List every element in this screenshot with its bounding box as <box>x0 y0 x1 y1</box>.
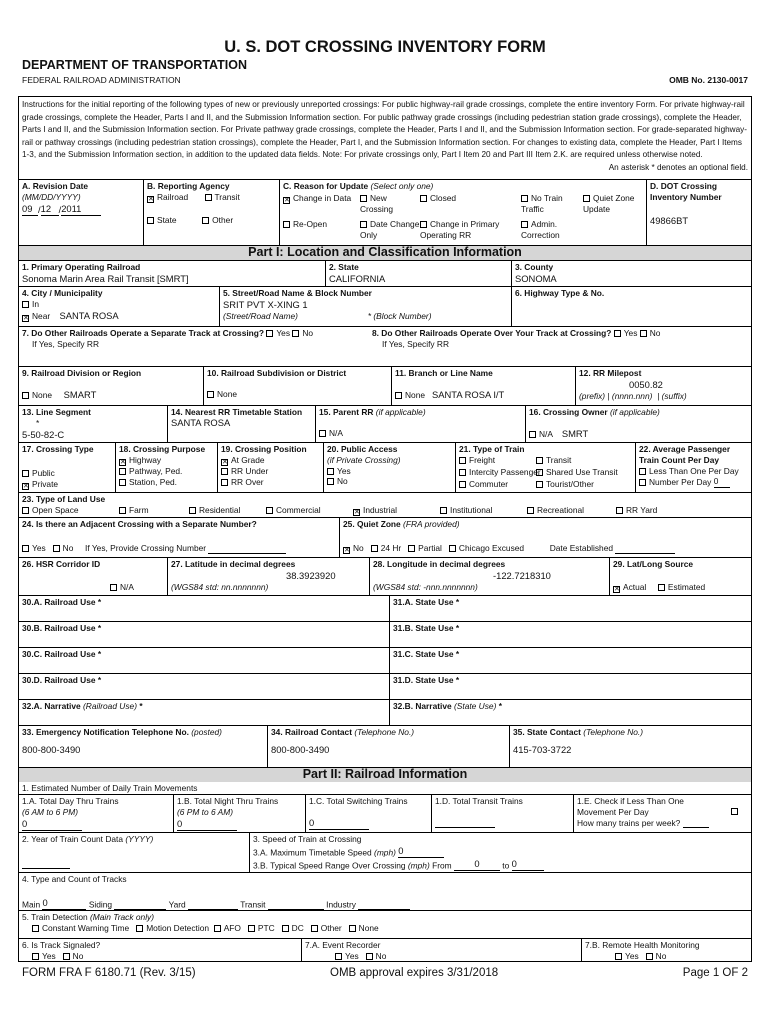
row-17-22 <box>19 442 751 492</box>
other-checkbox[interactable] <box>202 217 209 224</box>
type-of-train: 21. Type of Train Freight Intercity Passenger Commuter Transit Shared Use Transit Tourist/Other <box>455 443 635 492</box>
tourist-checkbox[interactable] <box>536 481 543 488</box>
night-thru-trains[interactable]: 1.B. Total Night Thru Trains (6 PM to 6 AM) 0 <box>173 795 305 832</box>
private-checkbox[interactable]: ✕ <box>23 482 29 490</box>
other-rr-over: 8. Do Other Railroads Operate Over Your Track at Crossing? Yes No If Yes, Specify RR <box>372 328 661 349</box>
crossing-purpose: 18. Crossing Purpose ✕ Highway Pathway, Ped. Station, Ped. <box>115 443 217 492</box>
page-number: Page 1 OF 2 <box>682 967 748 979</box>
year-count[interactable]: 2. Year of Train Count Data (YYYY) <box>19 833 249 872</box>
form-title: U. S. DOT CROSSING INVENTORY FORM <box>224 38 546 56</box>
railroad-contact[interactable]: 34. Railroad Contact (Telephone No.) 800-800-3490 <box>267 726 509 767</box>
state-use-a[interactable]: 31.A. State Use * <box>389 596 751 621</box>
motion-checkbox[interactable] <box>136 925 143 932</box>
track-count: 4. Type and Count of Tracks Main 0 Siding Yard Transit Industry <box>19 873 751 910</box>
signaled-no-checkbox[interactable] <box>63 953 70 960</box>
access-yes-checkbox[interactable] <box>327 468 334 475</box>
commercial-checkbox[interactable] <box>266 507 273 514</box>
open-space-checkbox[interactable] <box>22 507 29 514</box>
speed-from[interactable]: 0 <box>454 858 500 871</box>
quiet-zone: 25. Quiet Zone (FRA provided) ✕ No 24 Hr Partial Chicago Excused Date Established <box>339 518 751 557</box>
intercity-checkbox[interactable] <box>459 469 466 476</box>
row-32 <box>19 699 751 725</box>
narrative-railroad[interactable]: 32.A. Narrative (Railroad Use) * <box>22 701 143 711</box>
state-contact[interactable]: 35. State Contact (Telephone No.) 415-703-3722 <box>509 726 751 767</box>
closed-checkbox[interactable] <box>420 195 427 202</box>
speed-to[interactable]: 0 <box>512 858 544 871</box>
railroad-use-a[interactable]: 30.A. Railroad Use * <box>22 597 102 607</box>
pathway-checkbox[interactable] <box>119 468 126 475</box>
rr-yard-checkbox[interactable] <box>616 507 623 514</box>
omb-number: OMB No. 2130-0017 <box>669 75 748 85</box>
admin-correction-checkbox[interactable] <box>521 221 528 228</box>
state-use-d[interactable]: 31.D. State Use * <box>389 674 751 699</box>
row-9-12 <box>19 366 751 405</box>
branch-line[interactable]: 11. Branch or Line Name None SANTA ROSA I/T <box>391 367 575 405</box>
crossing-position: 19. Crossing Position ✕ At Grade RR Under RR Over <box>217 443 323 492</box>
rr-under-checkbox[interactable] <box>221 468 228 475</box>
q16-na-checkbox[interactable] <box>529 431 536 438</box>
shared-checkbox[interactable] <box>536 469 543 476</box>
railroad-use-b[interactable]: 30.B. Railroad Use * <box>22 623 102 633</box>
transit-train-checkbox[interactable] <box>536 457 543 464</box>
rr-over-checkbox[interactable] <box>221 479 228 486</box>
row-24-25 <box>19 517 751 557</box>
station-checkbox[interactable] <box>119 479 126 486</box>
row-1-3 <box>19 260 751 286</box>
department-name: DEPARTMENT OF TRANSPORTATION <box>22 58 247 72</box>
latlong-source: 29. Lat/Long Source ✕ Actual Estimated <box>609 558 751 595</box>
part1-header: Part I: Location and Classification Information <box>19 245 751 260</box>
commuter-checkbox[interactable] <box>459 481 466 488</box>
afo-checkbox[interactable] <box>214 925 221 932</box>
other-detect-checkbox[interactable] <box>311 925 318 932</box>
industrial-checkbox[interactable]: ✕ <box>354 509 360 516</box>
row-p2-5 <box>19 910 751 938</box>
less-one-checkbox[interactable] <box>639 468 646 475</box>
ptc-checkbox[interactable] <box>248 925 255 932</box>
reporting-agency: B. Reporting Agency ✕ Railroad Transit State Other <box>143 180 279 245</box>
none-detect-checkbox[interactable] <box>349 925 356 932</box>
crossing-owner[interactable]: 16. Crossing Owner (if applicable) N/A SMRT <box>525 406 751 442</box>
reason-for-update: C. Reason for Update (Select only one) ✕ Change in Data New Crossing Closed No Train Traffic Quiet Zone Update Re-Open Date Change Only Change in Primary Operating RR Admin. Correction <box>279 180 646 245</box>
new-crossing-checkbox[interactable] <box>360 195 367 202</box>
day-thru-trains[interactable]: 1.A. Total Day Thru Trains (6 AM to 6 PM) 0 <box>19 795 173 832</box>
row-p2-2-3 <box>19 832 751 872</box>
row-p2-4 <box>19 872 751 910</box>
railroad-use-d[interactable]: 30.D. Railroad Use * <box>22 675 102 685</box>
form-number: FORM FRA F 6180.71 (Rev. 3/15) <box>22 967 196 979</box>
row-7-8 <box>19 326 751 366</box>
actual-checkbox[interactable]: ✕ <box>614 585 620 593</box>
parent-rr[interactable]: 15. Parent RR (if applicable) N/A <box>315 406 525 442</box>
qz-24hr-checkbox[interactable] <box>371 545 378 552</box>
estimated-checkbox[interactable] <box>658 584 665 591</box>
row-p2-1a <box>19 794 751 832</box>
highway-type[interactable]: 6. Highway Type & No. <box>511 287 751 326</box>
subdivision[interactable]: 10. Railroad Subdivision or District None <box>203 367 391 405</box>
quiet-zone-update-checkbox[interactable] <box>583 195 590 202</box>
timetable-station[interactable]: 14. Nearest RR Timetable Station SANTA ROSA <box>167 406 315 442</box>
hsr-na-checkbox[interactable] <box>110 584 117 591</box>
row-26-29 <box>19 557 751 595</box>
qz-no-checkbox[interactable]: ✕ <box>344 546 350 554</box>
state-use-c[interactable]: 31.C. State Use * <box>389 648 751 673</box>
cwt-checkbox[interactable] <box>32 925 39 932</box>
state-checkbox[interactable] <box>147 217 154 224</box>
in-checkbox[interactable] <box>22 301 29 308</box>
transit-trains[interactable]: 1.D. Total Transit Trains <box>431 795 573 832</box>
date-change-checkbox[interactable] <box>360 221 367 228</box>
change-in-data-checkbox[interactable]: ✕ <box>284 197 290 204</box>
q24-no-checkbox[interactable] <box>53 545 60 552</box>
less-than-one[interactable]: 1.E. Check if Less Than One Movement Per Day How many trains per week? <box>573 795 751 832</box>
dc-checkbox[interactable] <box>282 925 289 932</box>
institutional-checkbox[interactable] <box>440 507 447 514</box>
public-access: 20. Public Access (if Private Crossing) Yes No <box>323 443 455 492</box>
omb-expiration: OMB approval expires 3/31/2018 <box>330 967 499 979</box>
train-detection: 5. Train Detection (Main Track only) Constant Warning Time Motion Detection AFO PTC DC Other None <box>22 912 379 933</box>
highway-checkbox[interactable]: ✕ <box>120 458 126 466</box>
city[interactable]: 4. City / Municipality In ✕ Near SANTA ROSA <box>22 288 119 322</box>
hsr-corridor[interactable]: 26. HSR Corridor ID N/A <box>22 559 134 592</box>
change-primary-checkbox[interactable] <box>420 221 427 228</box>
farm-checkbox[interactable] <box>119 507 126 514</box>
county[interactable]: 3. County SONOMA <box>511 261 751 286</box>
row-30a <box>19 595 751 621</box>
part2-header: Part II: Railroad Information <box>19 767 751 782</box>
row-23 <box>19 492 751 517</box>
division-region[interactable]: 9. Railroad Division or Region None SMART <box>22 368 142 400</box>
q24-yes-checkbox[interactable] <box>22 545 29 552</box>
row-13-16 <box>19 405 751 442</box>
row-30b <box>19 621 751 647</box>
crossing-type: 17. Crossing Type Public ✕ Private <box>22 444 94 490</box>
adjacent-crossing: 24. Is there an Adjacent Crossing with a Separate Number? Yes No If Yes, Provide Crossing Number <box>19 518 339 557</box>
primary-railroad[interactable]: 1. Primary Operating Railroad Sonoma Marin Area Rail Transit [SMRT] <box>22 262 189 284</box>
state-use-b[interactable]: 31.B. State Use * <box>389 622 751 647</box>
row-p2-1 <box>19 782 751 794</box>
remote-monitoring: 7.B. Remote Health Monitoring Yes No <box>581 939 751 962</box>
no-train-traffic-checkbox[interactable] <box>521 195 528 202</box>
less-than-one-checkbox[interactable] <box>731 808 738 815</box>
railroad-use-c[interactable]: 30.C. Railroad Use * <box>22 649 102 659</box>
max-speed[interactable]: 0 <box>398 845 444 858</box>
q7-yes-checkbox[interactable] <box>266 330 273 337</box>
q7-no-checkbox[interactable] <box>292 330 299 337</box>
emergency-phone[interactable]: 33. Emergency Notification Telephone No. (posted) 800-800-3490 <box>22 727 222 755</box>
q8-yes-checkbox[interactable] <box>614 330 621 337</box>
rr-milepost[interactable]: 12. RR Milepost 0050.82 (prefix) | (nnnn.nnn) | (suffix) <box>575 367 751 405</box>
daily-movements-label: 1. Estimated Number of Daily Train Movements <box>22 783 198 793</box>
row-4-6 <box>19 286 751 326</box>
q10-none-checkbox[interactable] <box>207 391 214 398</box>
longitude[interactable]: 28. Longitude in decimal degrees -122.7218310 (WGS84 std: -nnn.nnnnnnn) <box>369 558 609 595</box>
asterisk-note: An asterisk * denotes an optional field. <box>608 162 748 171</box>
recorder-yes-checkbox[interactable] <box>335 953 342 960</box>
instructions: Instructions for the initial reporting of the following types of new or previously unreported crossings: For public highway-rail grade crossings, complete the entire inventory Form. For private highway-rail grade crossings, complete the Header, Parts I and II, and the Submission Information section. For public pathway grade crossings (including pedestrian station grade crossings), complete the Header, Parts I and II, and the Submission Information section. For Private pathway grade crossings, complete the Header, Parts I and II, and the Submission Information section. For grade-separated highway-rail or pathway crossings (including pedestrian station crossings), complete the Header, Part I, and the Submission Information section. For changes to existing data, complete the Header, Part I Items 1-3, and the Submission Information section, in addition to the updated data fields. Note: For private crossings only, Part I Item 20 and Part III Item 2.K. are required unless otherwise noted. An asterisk * denotes an optional field. <box>19 97 751 171</box>
line-segment[interactable]: 13. Line Segment * 5-50-82-C <box>22 407 91 440</box>
freight-checkbox[interactable] <box>459 457 466 464</box>
agency-name: FEDERAL RAILROAD ADMINISTRATION <box>22 75 181 85</box>
land-use: 23. Type of Land Use Open Space Farm Residential Commercial ✕ Industrial Institutional Recreational RR Yard <box>22 494 658 516</box>
passenger-count: 22. Average Passenger Train Count Per Day Less Than One Per Day Number Per Day 0 <box>635 443 751 492</box>
transit-checkbox[interactable] <box>205 194 212 201</box>
q15-na-checkbox[interactable] <box>319 430 326 437</box>
row-p2-6-7 <box>19 938 751 962</box>
q8-no-checkbox[interactable] <box>640 330 647 337</box>
inventory-form <box>18 96 752 962</box>
latitude[interactable]: 27. Latitude in decimal degrees 38.3923920 (WGS84 std: nn.nnnnnnn) <box>167 558 369 595</box>
q9-none-checkbox[interactable] <box>22 392 29 399</box>
near-checkbox[interactable]: ✕ <box>23 314 29 322</box>
event-recorder: 7.A. Event Recorder Yes No <box>301 939 581 962</box>
revision-date[interactable]: A. Revision Date (MM/DD/YYYY) 09 /12 /2011 <box>19 180 143 245</box>
number-per-day-checkbox[interactable] <box>639 479 646 486</box>
qz-chicago-checkbox[interactable] <box>449 545 456 552</box>
switching-trains[interactable]: 1.C. Total Switching Trains 0 <box>305 795 431 832</box>
other-rr-separate: 7. Do Other Railroads Operate a Separate Track at Crossing? Yes No If Yes, Specify RR <box>22 328 314 349</box>
row-30c <box>19 647 751 673</box>
train-speed: 3. Speed of Train at Crossing 3.A. Maximum Timetable Speed (mph) 0 3.B. Typical Speed Range Over Crossing (mph) From 0 to 0 <box>249 833 751 872</box>
access-no-checkbox[interactable] <box>327 478 334 485</box>
reopen-checkbox[interactable] <box>283 221 290 228</box>
monitor-yes-checkbox[interactable] <box>615 953 622 960</box>
monitor-no-checkbox[interactable] <box>646 953 653 960</box>
recreational-checkbox[interactable] <box>527 507 534 514</box>
recorder-no-checkbox[interactable] <box>366 953 373 960</box>
public-checkbox[interactable] <box>22 470 29 477</box>
qz-partial-checkbox[interactable] <box>408 545 415 552</box>
residential-checkbox[interactable] <box>189 507 196 514</box>
railroad-checkbox[interactable]: ✕ <box>148 195 154 203</box>
state[interactable]: 2. State CALIFORNIA <box>325 261 511 286</box>
header-row <box>19 179 751 245</box>
signaled-yes-checkbox[interactable] <box>32 953 39 960</box>
main-tracks[interactable]: 0 <box>42 897 86 910</box>
at-grade-checkbox[interactable]: ✕ <box>222 458 228 466</box>
street-name[interactable]: 5. Street/Road Name & Block Number SRIT PVT X-XING 1 (Street/Road Name) * (Block Number) <box>219 287 511 326</box>
q11-none-checkbox[interactable] <box>395 392 402 399</box>
row-30d <box>19 673 751 699</box>
track-signaled: 6. Is Track Signaled? Yes No <box>22 940 101 961</box>
narrative-state[interactable]: 32.B. Narrative (State Use) * <box>389 700 751 725</box>
row-33-35 <box>19 725 751 767</box>
dot-crossing-number[interactable]: D. DOT Crossing Inventory Number 49866BT <box>646 180 751 245</box>
